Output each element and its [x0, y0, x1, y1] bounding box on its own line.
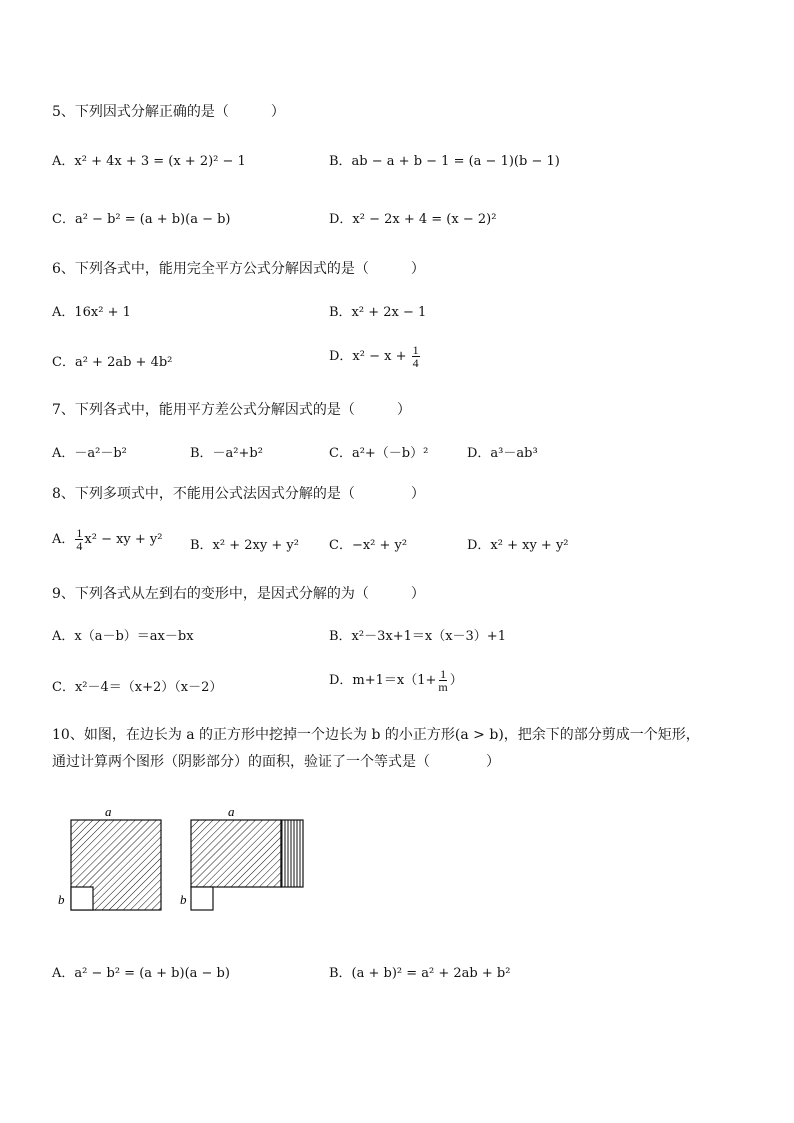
q5-option-c[interactable]: C．a² − b² = (a + b)(a − b): [52, 212, 231, 227]
q8-option-a-text: x² − xy + y²: [84, 532, 163, 547]
q6-option-d-text: D．x² − x +: [329, 349, 411, 364]
left-label-a: a: [105, 804, 112, 819]
question-8-stem: 8、下列多项式中，不能用公式法因式分解的是（ ）: [52, 486, 425, 502]
q8-option-c[interactable]: C．−x² + y²: [329, 538, 408, 553]
right-small-square: [191, 887, 213, 910]
q8-option-d[interactable]: D．x² + xy + y²: [467, 538, 569, 553]
q8-option-b[interactable]: B．x² + 2xy + y²: [190, 538, 299, 553]
right-label-b: b: [180, 892, 187, 907]
fraction-numerator: 1: [76, 526, 83, 540]
q8-option-a-fraction: [75, 527, 83, 552]
q5-option-d[interactable]: D．x² − 2x + 4 = (x − 2)²: [329, 212, 497, 227]
left-label-b: b: [58, 892, 65, 907]
fraction-denominator: m: [438, 680, 448, 694]
square-and-rectangle-diagram: [56, 800, 316, 920]
small-square-cutout: [71, 887, 93, 910]
q8-option-a[interactable]: [52, 527, 162, 552]
q9-option-d-text: D．m+1＝x（1+: [329, 673, 437, 688]
rectangle-strip-part: [281, 820, 303, 887]
q6-option-d[interactable]: [329, 344, 421, 369]
q7-option-a[interactable]: A．－a²－b²: [52, 446, 127, 461]
q10-option-a[interactable]: A．a² − b² = (a + b)(a − b): [52, 966, 230, 981]
fraction-denominator: 4: [412, 356, 419, 370]
q5-option-a[interactable]: A．x² + 4x + 3 = (x + 2)² − 1: [52, 154, 246, 169]
q9-option-d-fraction: [437, 668, 448, 693]
question-10-stem-line2: 通过计算两个图形（阴影部分）的面积，验证了一个等式是（ ）: [52, 754, 500, 770]
right-label-a: a: [228, 804, 235, 819]
q9-option-d-close: ）: [449, 673, 463, 688]
question-10-figure: [56, 800, 316, 920]
q9-option-b[interactable]: B．x²－3x+1＝x（x－3）+1: [329, 629, 506, 644]
q6-option-b[interactable]: B．x² + 2x − 1: [329, 305, 427, 320]
q9-option-c[interactable]: C．x²－4＝（x+2）（x－2）: [52, 680, 223, 695]
q6-option-a[interactable]: A．16x² + 1: [52, 305, 131, 320]
q5-option-b[interactable]: B．ab − a + b − 1 = (a − 1)(b − 1): [329, 154, 560, 169]
q6-option-c[interactable]: C．a² + 2ab + 4b²: [52, 355, 173, 370]
question-7-stem: 7、下列各式中，能用平方差公式分解因式的是（ ）: [52, 402, 411, 418]
q9-option-a[interactable]: A．x（a－b）＝ax－bx: [52, 629, 194, 644]
fraction-numerator: 1: [412, 343, 419, 357]
q7-option-b[interactable]: B．－a²+b²: [190, 446, 263, 461]
q7-option-c[interactable]: C．a²+（－b）²: [329, 446, 429, 461]
question-10-stem-line1: 10、如图，在边长为 a 的正方形中挖掉一个边长为 b 的小正方形(a > b)，把余下的部分剪成一个矩形，: [52, 727, 700, 743]
rectangle-main-part: [191, 820, 281, 887]
question-9-stem: 9、下列各式从左到右的变形中，是因式分解的为（ ）: [52, 586, 425, 602]
q10-option-b[interactable]: B．(a + b)² = a² + 2ab + b²: [329, 966, 511, 981]
q7-option-d[interactable]: D．a³－ab³: [467, 446, 538, 461]
question-5-stem: 5、下列因式分解正确的是（ ）: [52, 104, 285, 120]
q8-option-a-label: A．: [52, 532, 75, 547]
fraction-denominator: 4: [76, 539, 83, 553]
fraction-numerator: 1: [440, 667, 447, 681]
q6-option-d-fraction: [412, 344, 420, 369]
q9-option-d[interactable]: [329, 668, 463, 693]
question-6-stem: 6、下列各式中，能用完全平方公式分解因式的是（ ）: [52, 261, 425, 277]
